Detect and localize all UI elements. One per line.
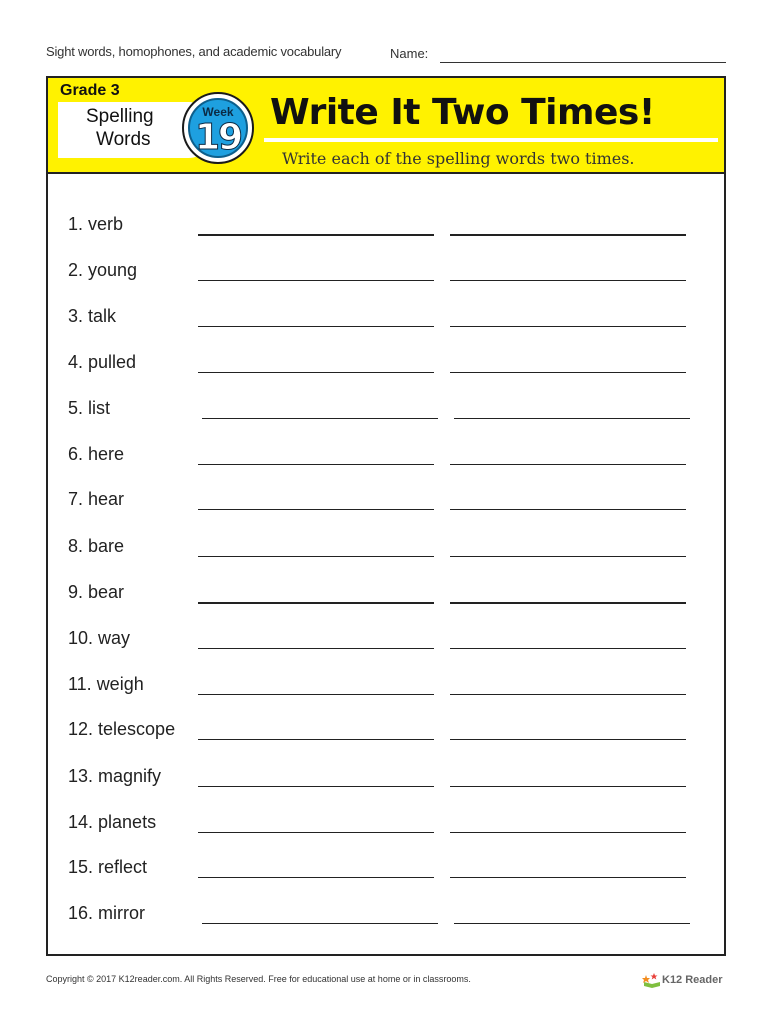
word-row (48, 352, 724, 382)
spelling-word: 15. reflect (68, 857, 148, 877)
write-line-first[interactable] (198, 372, 434, 373)
word-row (48, 674, 724, 704)
write-line-second[interactable] (454, 923, 690, 924)
write-line-second[interactable] (450, 602, 686, 604)
week-badge (182, 92, 254, 164)
name-label: Name: (390, 46, 429, 61)
instruction-text: Write each of the spelling words two times. (282, 149, 635, 168)
word-row (48, 903, 724, 933)
word-row (48, 306, 724, 336)
worksheet-meta (46, 44, 726, 68)
write-line-second[interactable] (450, 556, 686, 557)
spelling-word: 6. here (68, 444, 125, 464)
spelling-word: 16. mirror (68, 903, 146, 923)
word-row (48, 582, 724, 612)
week-badge-circle (188, 98, 248, 158)
write-line-second[interactable] (450, 786, 686, 787)
write-line-second[interactable] (454, 418, 690, 419)
word-row (48, 766, 724, 796)
write-line-first[interactable] (198, 648, 434, 649)
write-line-first[interactable] (198, 556, 434, 557)
write-line-first[interactable] (198, 509, 434, 510)
write-line-first[interactable] (198, 326, 434, 327)
logo-text: K12 Reader (662, 974, 723, 986)
spelling-word: 3. talk (68, 306, 117, 326)
word-row (48, 536, 724, 566)
write-line-second[interactable] (450, 372, 686, 373)
write-line-first[interactable] (198, 877, 434, 878)
name-write-line (440, 62, 726, 63)
words-label: Words (96, 129, 151, 150)
worksheet-title: Write It Two Times! (270, 92, 655, 133)
week-label: Week (202, 105, 234, 119)
write-line-first[interactable] (198, 786, 434, 787)
spelling-word: 2. young (68, 260, 138, 280)
spelling-word: 14. planets (68, 812, 157, 832)
write-line-second[interactable] (450, 326, 686, 327)
k12reader-logo (640, 972, 726, 992)
title-underline (264, 138, 718, 142)
word-row (48, 214, 724, 244)
write-line-second[interactable] (450, 234, 686, 236)
spelling-word: 5. list (68, 398, 111, 418)
write-line-second[interactable] (450, 694, 686, 695)
write-line-second[interactable] (450, 464, 686, 465)
worksheet-banner (48, 78, 724, 174)
write-line-second[interactable] (450, 509, 686, 510)
word-row (48, 628, 724, 658)
write-line-second[interactable] (450, 648, 686, 649)
spelling-word: 4. pulled (68, 352, 137, 372)
write-line-first[interactable] (202, 923, 438, 924)
spelling-word: 8. bare (68, 536, 125, 556)
write-line-first[interactable] (198, 234, 434, 236)
spelling-word: 13. magnify (68, 766, 162, 786)
word-row (48, 857, 724, 887)
write-line-first[interactable] (202, 418, 438, 419)
word-row (48, 260, 724, 290)
word-row (48, 398, 724, 428)
write-line-second[interactable] (450, 832, 686, 833)
write-line-first[interactable] (198, 602, 434, 604)
spelling-word: 10. way (68, 628, 131, 648)
write-line-first[interactable] (198, 694, 434, 695)
word-row (48, 489, 724, 519)
spelling-label: Spelling (86, 106, 154, 127)
write-line-first[interactable] (198, 464, 434, 465)
grade-label: Grade 3 (60, 82, 120, 99)
spelling-word: 11. weigh (68, 674, 144, 694)
spelling-word: 1. verb (68, 214, 124, 234)
write-line-second[interactable] (450, 739, 686, 740)
worksheet-frame (46, 76, 726, 956)
book-stars-icon (642, 972, 662, 990)
spelling-word: 12. telescope (68, 719, 176, 739)
write-line-first[interactable] (198, 280, 434, 281)
write-line-first[interactable] (198, 739, 434, 740)
write-line-second[interactable] (450, 877, 686, 878)
spelling-word: 9. bear (68, 582, 125, 602)
word-row (48, 719, 724, 749)
word-row (48, 444, 724, 474)
word-row (48, 812, 724, 842)
copyright-text: Copyright © 2017 K12reader.com. All Rights Reserved. Free for educational use at home or in classrooms. (46, 974, 471, 984)
worksheet-footer (46, 972, 726, 992)
write-line-first[interactable] (198, 832, 434, 833)
week-number: 19 (194, 117, 242, 158)
spelling-word: 7. hear (68, 489, 125, 509)
write-line-second[interactable] (450, 280, 686, 281)
worksheet-subtitle: Sight words, homophones, and academic vocabulary (46, 44, 342, 59)
